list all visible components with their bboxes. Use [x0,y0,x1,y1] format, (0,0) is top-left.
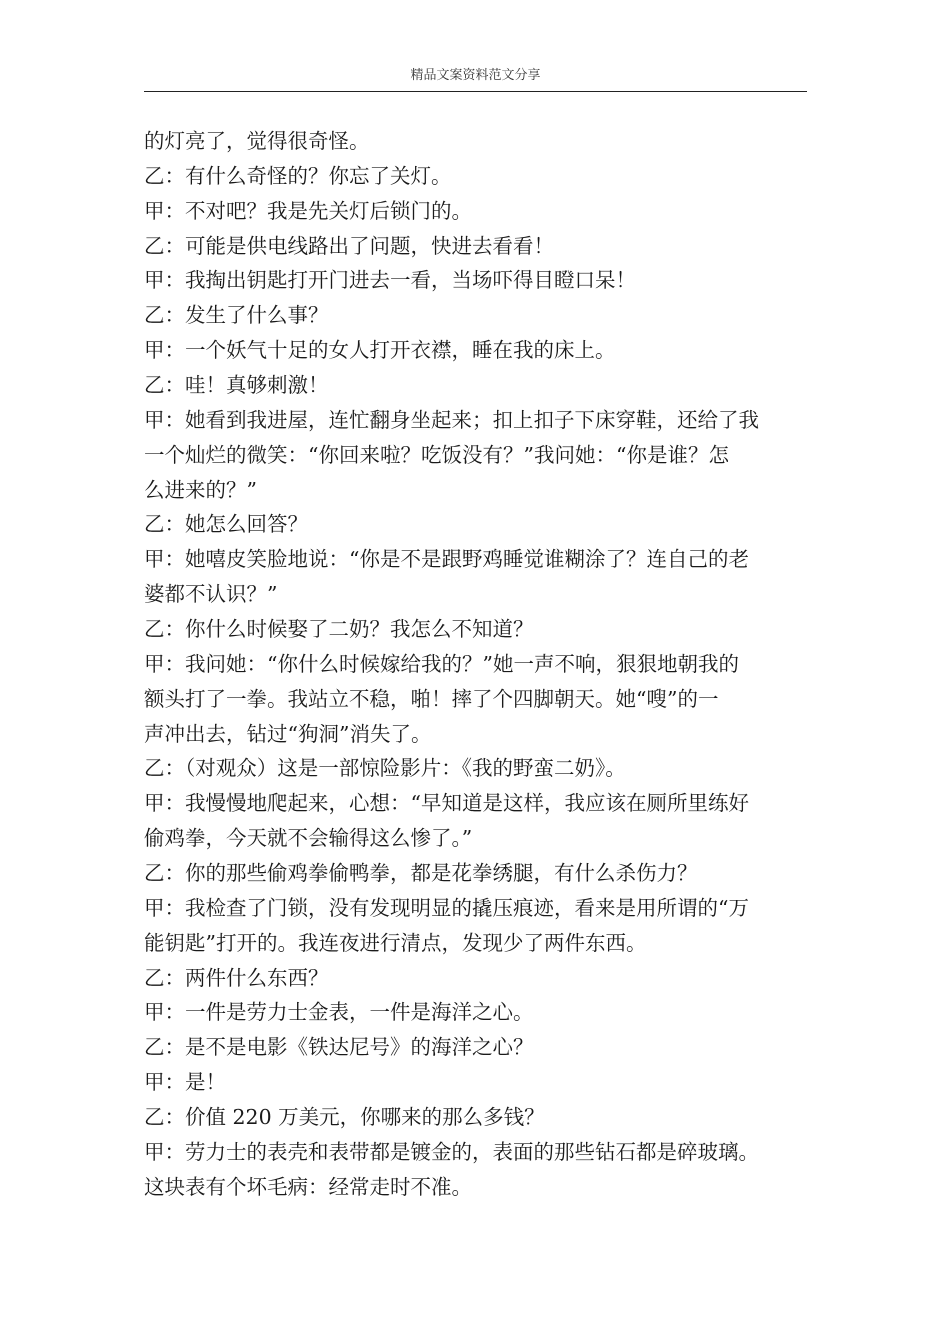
text-line: 乙：两件什么东西？ [144,965,329,990]
text-line: 乙：有什么奇怪的？你忘了关灯。 [144,163,452,188]
text-line: 乙：她怎么回答？ [144,512,308,537]
header-divider [144,91,807,92]
text-line: 甲：我检查了门锁，没有发现明显的撬压痕迹，看来是用所谓的“万 [144,895,749,920]
text-line: 甲：一件是劳力士金表，一件是海洋之心。 [144,1000,534,1025]
text-line: 甲：我慢慢地爬起来，心想：“早知道是这样，我应该在厕所里练好 [144,791,749,816]
text-line: 乙：是不是电影《铁达尼号》的海洋之心？ [144,1035,534,1060]
text-line: 一个灿烂的微笑：“你回来啦？吃饭没有？”我问她：“你是谁？怎 [144,442,729,467]
text-line: 甲：不对吧？我是先关灯后锁门的。 [144,198,472,223]
page-header-title: 精品文案资料范文分享 [410,68,541,83]
dialogue-body [144,124,810,1205]
text-line: 么进来的？” [144,477,257,502]
text-line: 这块表有个坏毛病：经常走时不准。 [144,1174,472,1199]
text-line: 额头打了一拳。我站立不稳，啪！摔了个四脚朝天。她“嗖”的一 [144,686,719,711]
text-line: 甲：我问她：“你什么时候嫁给我的？”她一声不响，狠狠地朝我的 [144,651,739,676]
text-line: 婆都不认识？” [144,582,278,607]
text-line: 的灯亮了，觉得很奇怪。 [144,129,370,153]
text-line: 乙：可能是供电线路出了问题，快进去看看！ [144,233,554,258]
text-line: 甲：我掏出钥匙打开门进去一看，当场吓得目瞪口呆！ [144,268,636,293]
text-line: 乙：发生了什么事？ [144,303,329,328]
text-line: 甲：劳力士的表壳和表带都是镀金的，表面的那些钻石都是碎玻璃。 [144,1139,759,1164]
text-line: 甲：一个妖气十足的女人打开衣襟，睡在我的床上。 [144,338,616,363]
text-line: 乙：你的那些偷鸡拳偷鸭拳，都是花拳绣腿，有什么杀伤力？ [144,861,698,886]
text-line: 甲：是！ [144,1070,226,1095]
text-line: 声冲出去，钻过“狗洞”消失了。 [144,721,432,746]
text-line: 偷鸡拳，今天就不会输得这么惨了。” [144,826,473,851]
text-line: 乙：你什么时候娶了二奶？我怎么不知道？ [144,617,534,642]
text-line: 甲：她看到我进屋，连忙翻身坐起来；扣上扣子下床穿鞋，还给了我 [144,407,759,432]
text-line: 乙：（对观众）这是一部惊险影片：《我的野蛮二奶》。 [144,756,626,781]
text-line: 乙：价值 220 万美元，你哪来的那么多钱？ [144,1105,545,1130]
text-line: 能钥匙”打开的。我连夜进行清点，发现少了两件东西。 [144,930,647,955]
text-line: 甲：她嘻皮笑脸地说：“你是不是跟野鸡睡觉谁糊涂了？连自己的老 [144,547,749,572]
text-line: 乙：哇！真够刺激！ [144,373,329,398]
